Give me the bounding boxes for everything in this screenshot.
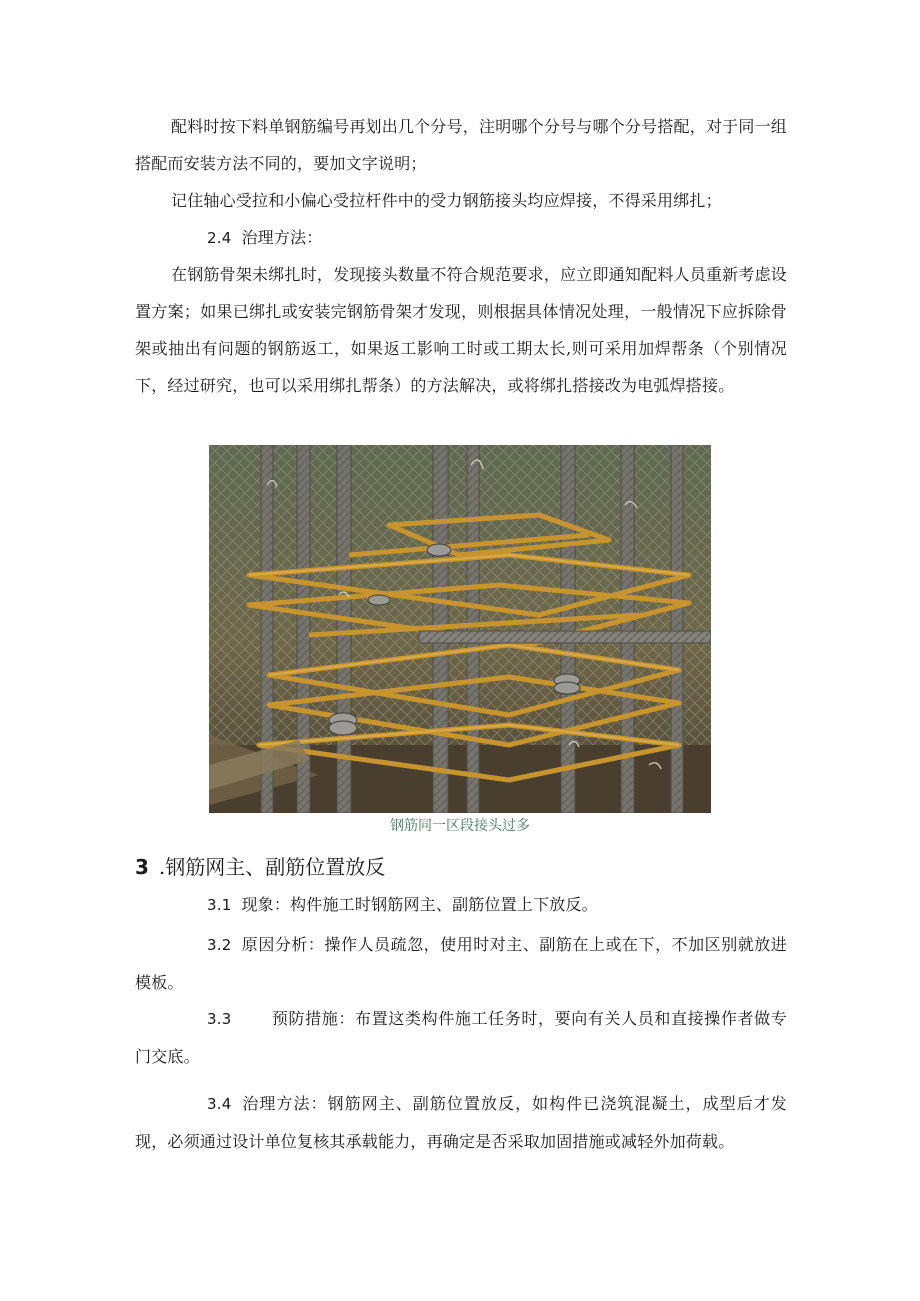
heading-number: 3	[135, 855, 149, 879]
section-2-4-heading	[135, 219, 787, 257]
paragraph-treatment: 在钢筋骨架未绑扎时，发现接头数量不符合规范要求，应立即通知配料人员重新考虑设置方案；如果已绑扎或安装完钢筋骨架才发现，则根据具体情况处理，一般情况下应拆除骨架或抽出有问题的钢筋返工，如果返工影响工时或工期太长,则可采用加焊帮条（个别情况下，经过研究，也可以采用绑扎帮条）的方法解决，或将绑扎搭接改为电弧焊搭接。	[135, 265, 787, 395]
item-number: 3.1	[207, 896, 232, 914]
section-number: 2.4	[207, 229, 232, 247]
item-3-4	[135, 1085, 787, 1160]
item-text: 预防措施：布置这类构件施工任务时，要向有关人员和直接操作者做专门交底。	[135, 1009, 787, 1066]
item-number: 3.4	[207, 1095, 232, 1113]
heading-title: .钢筋网主、副筋位置放反	[158, 855, 386, 879]
section-title: 治理方法：	[241, 228, 323, 247]
section-3-heading	[135, 850, 385, 884]
item-3-2	[135, 926, 787, 1001]
item-text: 现象：构件施工时钢筋网主、副筋位置上下放反。	[241, 895, 598, 914]
rebar-cage-photo	[209, 445, 711, 813]
paragraph-batching: 配料时按下料单钢筋编号再划出几个分号，注明哪个分号与哪个分号搭配，对于同一组搭配而安装方法不同的，要加文字说明；	[135, 117, 787, 173]
item-text: 原因分析：操作人员疏忽，使用时对主、副筋在上或在下，不加区别就放进模板。	[135, 935, 787, 992]
paragraph-welding-rule: 记住轴心受拉和小偏心受拉杆件中的受力钢筋接头均应焊接，不得采用绑扎；	[171, 191, 722, 210]
figure-caption: 钢筋同一区段接头过多	[390, 818, 530, 834]
item-number: 3.2	[207, 936, 232, 954]
item-text: 治理方法：钢筋网主、副筋位置放反，如构件已浇筑混凝土，成型后才发现，必须通过设计单位复核其承载能力，再确定是否采取加固措施或减轻外加荷载。	[135, 1094, 787, 1151]
item-3-3	[135, 1000, 787, 1075]
item-number: 3.3	[207, 1010, 232, 1028]
item-3-1	[135, 886, 787, 924]
